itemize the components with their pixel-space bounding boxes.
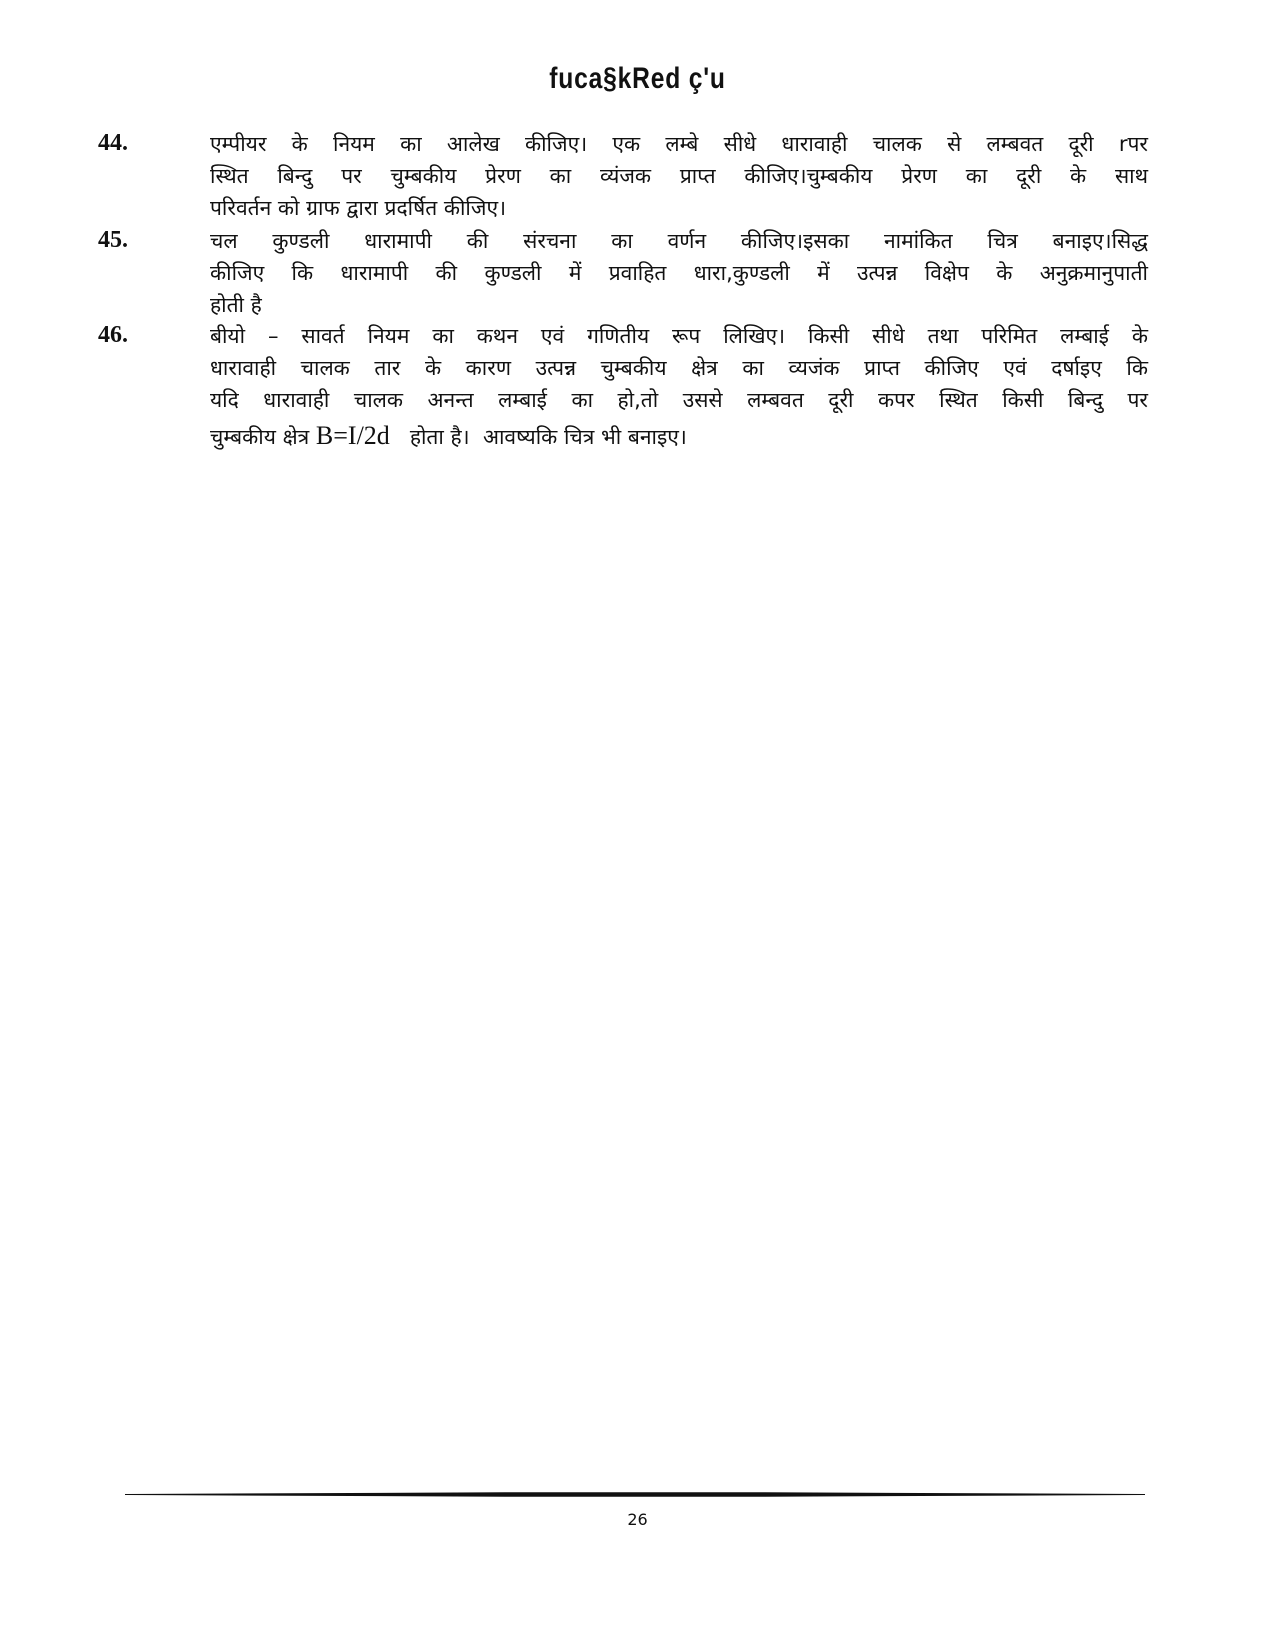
- question-line: परिवर्तन को ग्राफ द्वारा प्रदर्षित कीजिए।: [210, 196, 507, 220]
- question-line: कीजिए कि धारामापी की कुण्डली में प्रवाहित धारा,कुण्डली में उत्पन्न विक्षेप के अनुक्रमानुपाती: [210, 261, 1148, 285]
- formula: B=I/2d: [315, 421, 390, 450]
- question-number: 46.: [98, 322, 128, 348]
- page-number: 26: [627, 1510, 648, 1529]
- page-title: fuca§kRed ç'u: [549, 62, 726, 95]
- question-number: 44.: [98, 130, 128, 156]
- question-line: धारावाही चालक तार के कारण उत्पन्न चुम्बकीय क्षेत्र का व्यजंक प्राप्त कीजिए एवं दर्षाइए कि: [210, 356, 1148, 380]
- question-line: होती है: [210, 293, 262, 317]
- question-line: चल कुण्डली धारामापी की संरचना का वर्णन कीजिए।इसका नामांकित चित्र बनाइए।सिद्ध: [210, 229, 1148, 253]
- question-last-line: [210, 420, 1148, 453]
- question-line: बीयो – सावर्त नियम का कथन एवं गणितीय रूप लिखिए। किसी सीधे तथा परिमित लम्बाई के: [210, 324, 1148, 348]
- question-line: स्थित बिन्दु पर चुम्बकीय प्रेरण का व्यंजक प्राप्त कीजिए।चुम्बकीय प्रेरण का दूरी के साथ: [210, 164, 1148, 188]
- question-number: 45.: [98, 227, 128, 253]
- line-prefix: चुम्बकीय क्षेत्र: [210, 425, 316, 449]
- question-text: [210, 320, 1148, 453]
- question-line: एम्पीयर के नियम का आलेख कीजिए। एक लम्बे सीधे धारावाही चालक से लम्बवत दूरी rपर: [210, 132, 1148, 156]
- line-suffix: होता है। आवष्यकि चित्र भी बनाइए।: [389, 425, 687, 449]
- question-text: [210, 128, 1148, 224]
- question-text: [210, 225, 1148, 321]
- question-line: यदि धारावाही चालक अनन्त लम्बाई का हो,तो उससे लम्बवत दूरी कपर स्थित किसी बिन्दु पर: [210, 388, 1148, 412]
- footer-divider: [125, 1492, 1145, 1497]
